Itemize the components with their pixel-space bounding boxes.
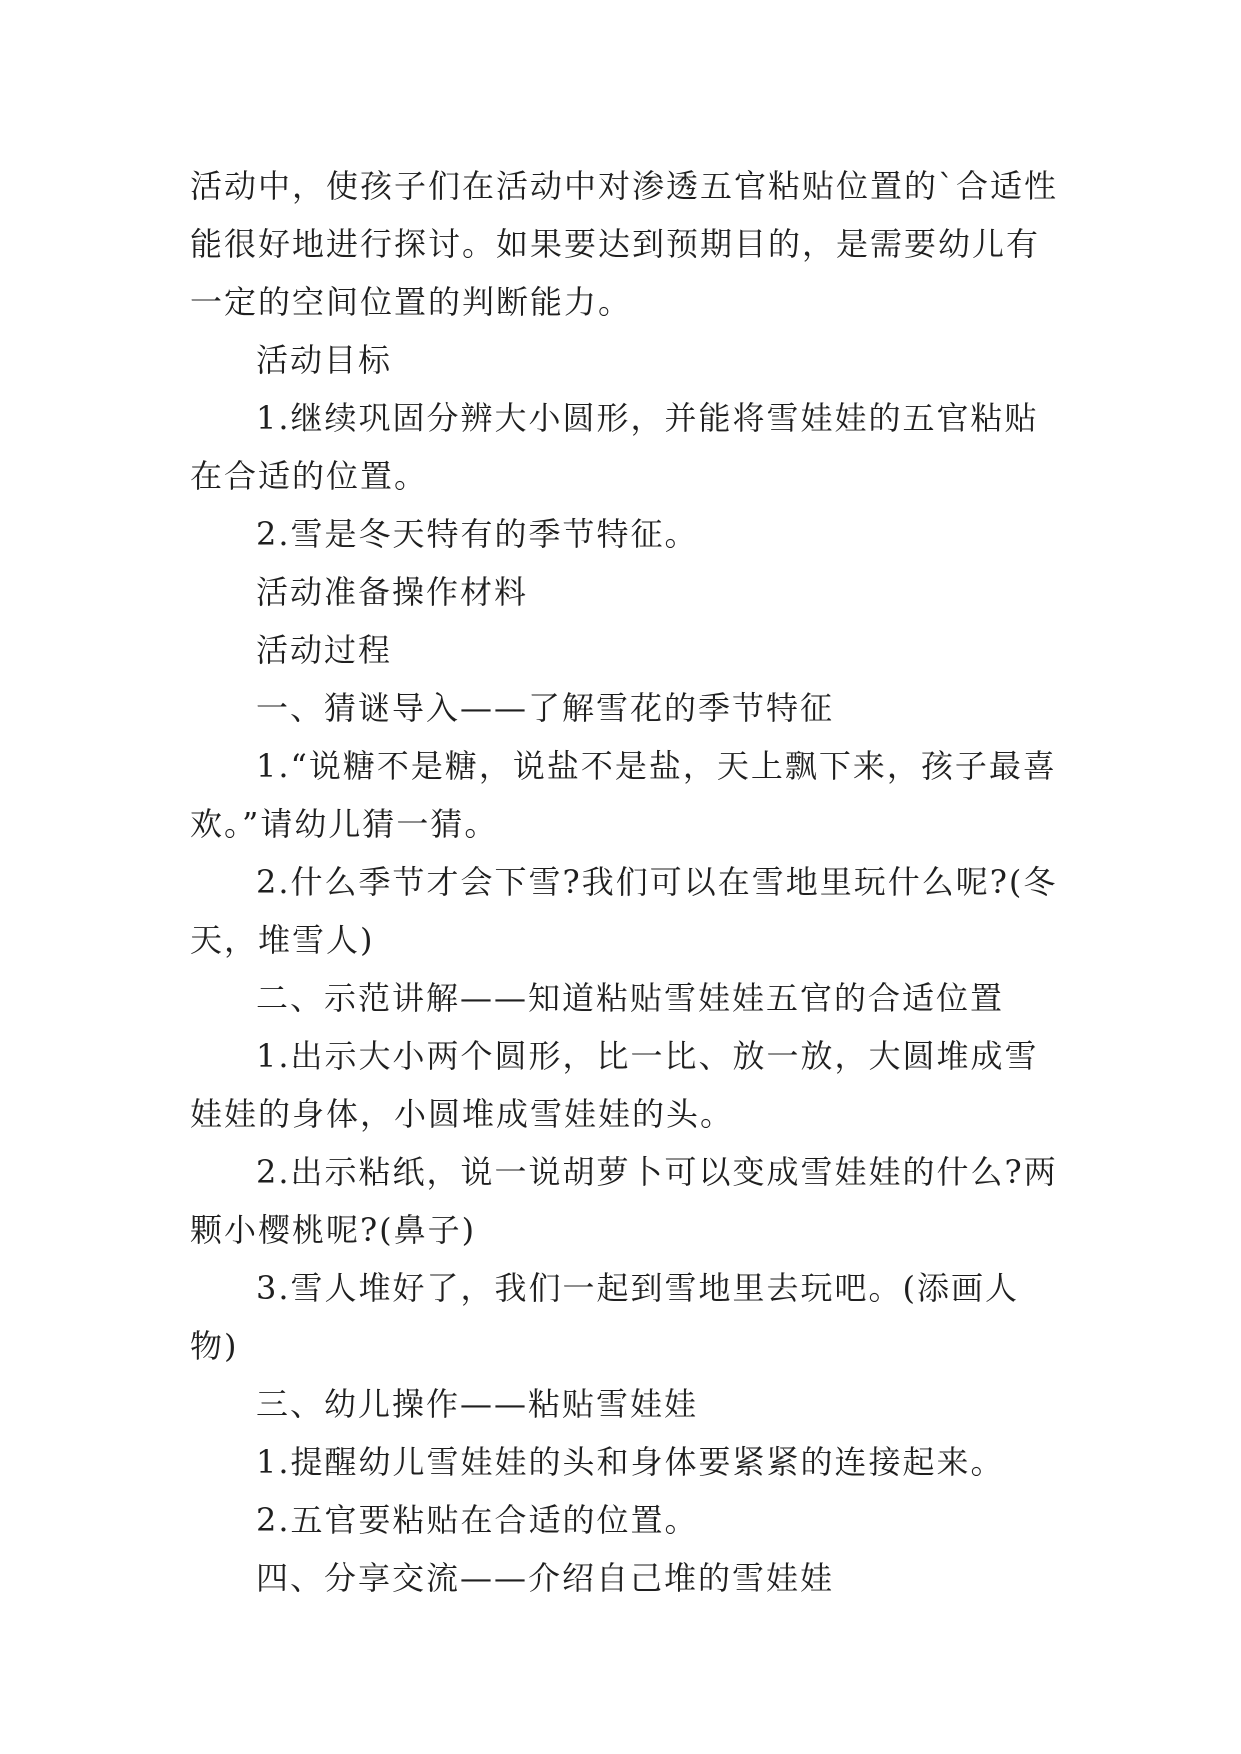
section-2-item-1: 1.出示大小两个圆形，比一比、放一放，大圆堆成雪娃娃的身体，小圆堆成雪娃娃的头。 (190, 1037, 1039, 1133)
section-2-item-3: 3.雪人堆好了，我们一起到雪地里去玩吧。(添画人物) (190, 1269, 1020, 1365)
section-heading-1: 一、猜谜导入——了解雪花的季节特征 (256, 689, 835, 727)
paragraph-intro: 活动中，使孩子们在活动中对渗透五官粘贴位置的`合适性能很好地进行探讨。如果要达到预期目的，是需要幼儿有一定的空间位置的判断能力。 (190, 167, 1059, 321)
section-1-item-2: 2.什么季节才会下雪?我们可以在雪地里玩什么呢?(冬天，堆雪人) (190, 863, 1058, 959)
section-1-item-1: 1.“说糖不是糖，说盐不是盐，天上飘下来，孩子最喜欢。”请幼儿猜一猜。 (190, 747, 1057, 843)
heading-activity-goals: 活动目标 (256, 341, 393, 379)
goal-item-2: 2.雪是冬天特有的季节特征。 (256, 515, 699, 553)
goal-item-1: 1.继续巩固分辨大小圆形，并能将雪娃娃的五官粘贴在合适的位置。 (190, 399, 1039, 495)
section-heading-2: 二、示范讲解——知道粘贴雪娃娃五官的合适位置 (256, 979, 1005, 1017)
section-2-item-2: 2.出示粘纸，说一说胡萝卜可以变成雪娃娃的什么?两颗小樱桃呢?(鼻子) (190, 1153, 1058, 1249)
section-heading-4: 四、分享交流——介绍自己堆的雪娃娃 (256, 1559, 835, 1597)
section-3-item-1: 1.提醒幼儿雪娃娃的头和身体要紧紧的连接起来。 (256, 1443, 1005, 1481)
heading-activity-preparation: 活动准备操作材料 (256, 573, 529, 611)
document-body (190, 157, 1058, 1607)
heading-activity-process: 活动过程 (256, 631, 393, 669)
section-heading-3: 三、幼儿操作——粘贴雪娃娃 (256, 1385, 699, 1423)
section-3-item-2: 2.五官要粘贴在合适的位置。 (256, 1501, 699, 1539)
